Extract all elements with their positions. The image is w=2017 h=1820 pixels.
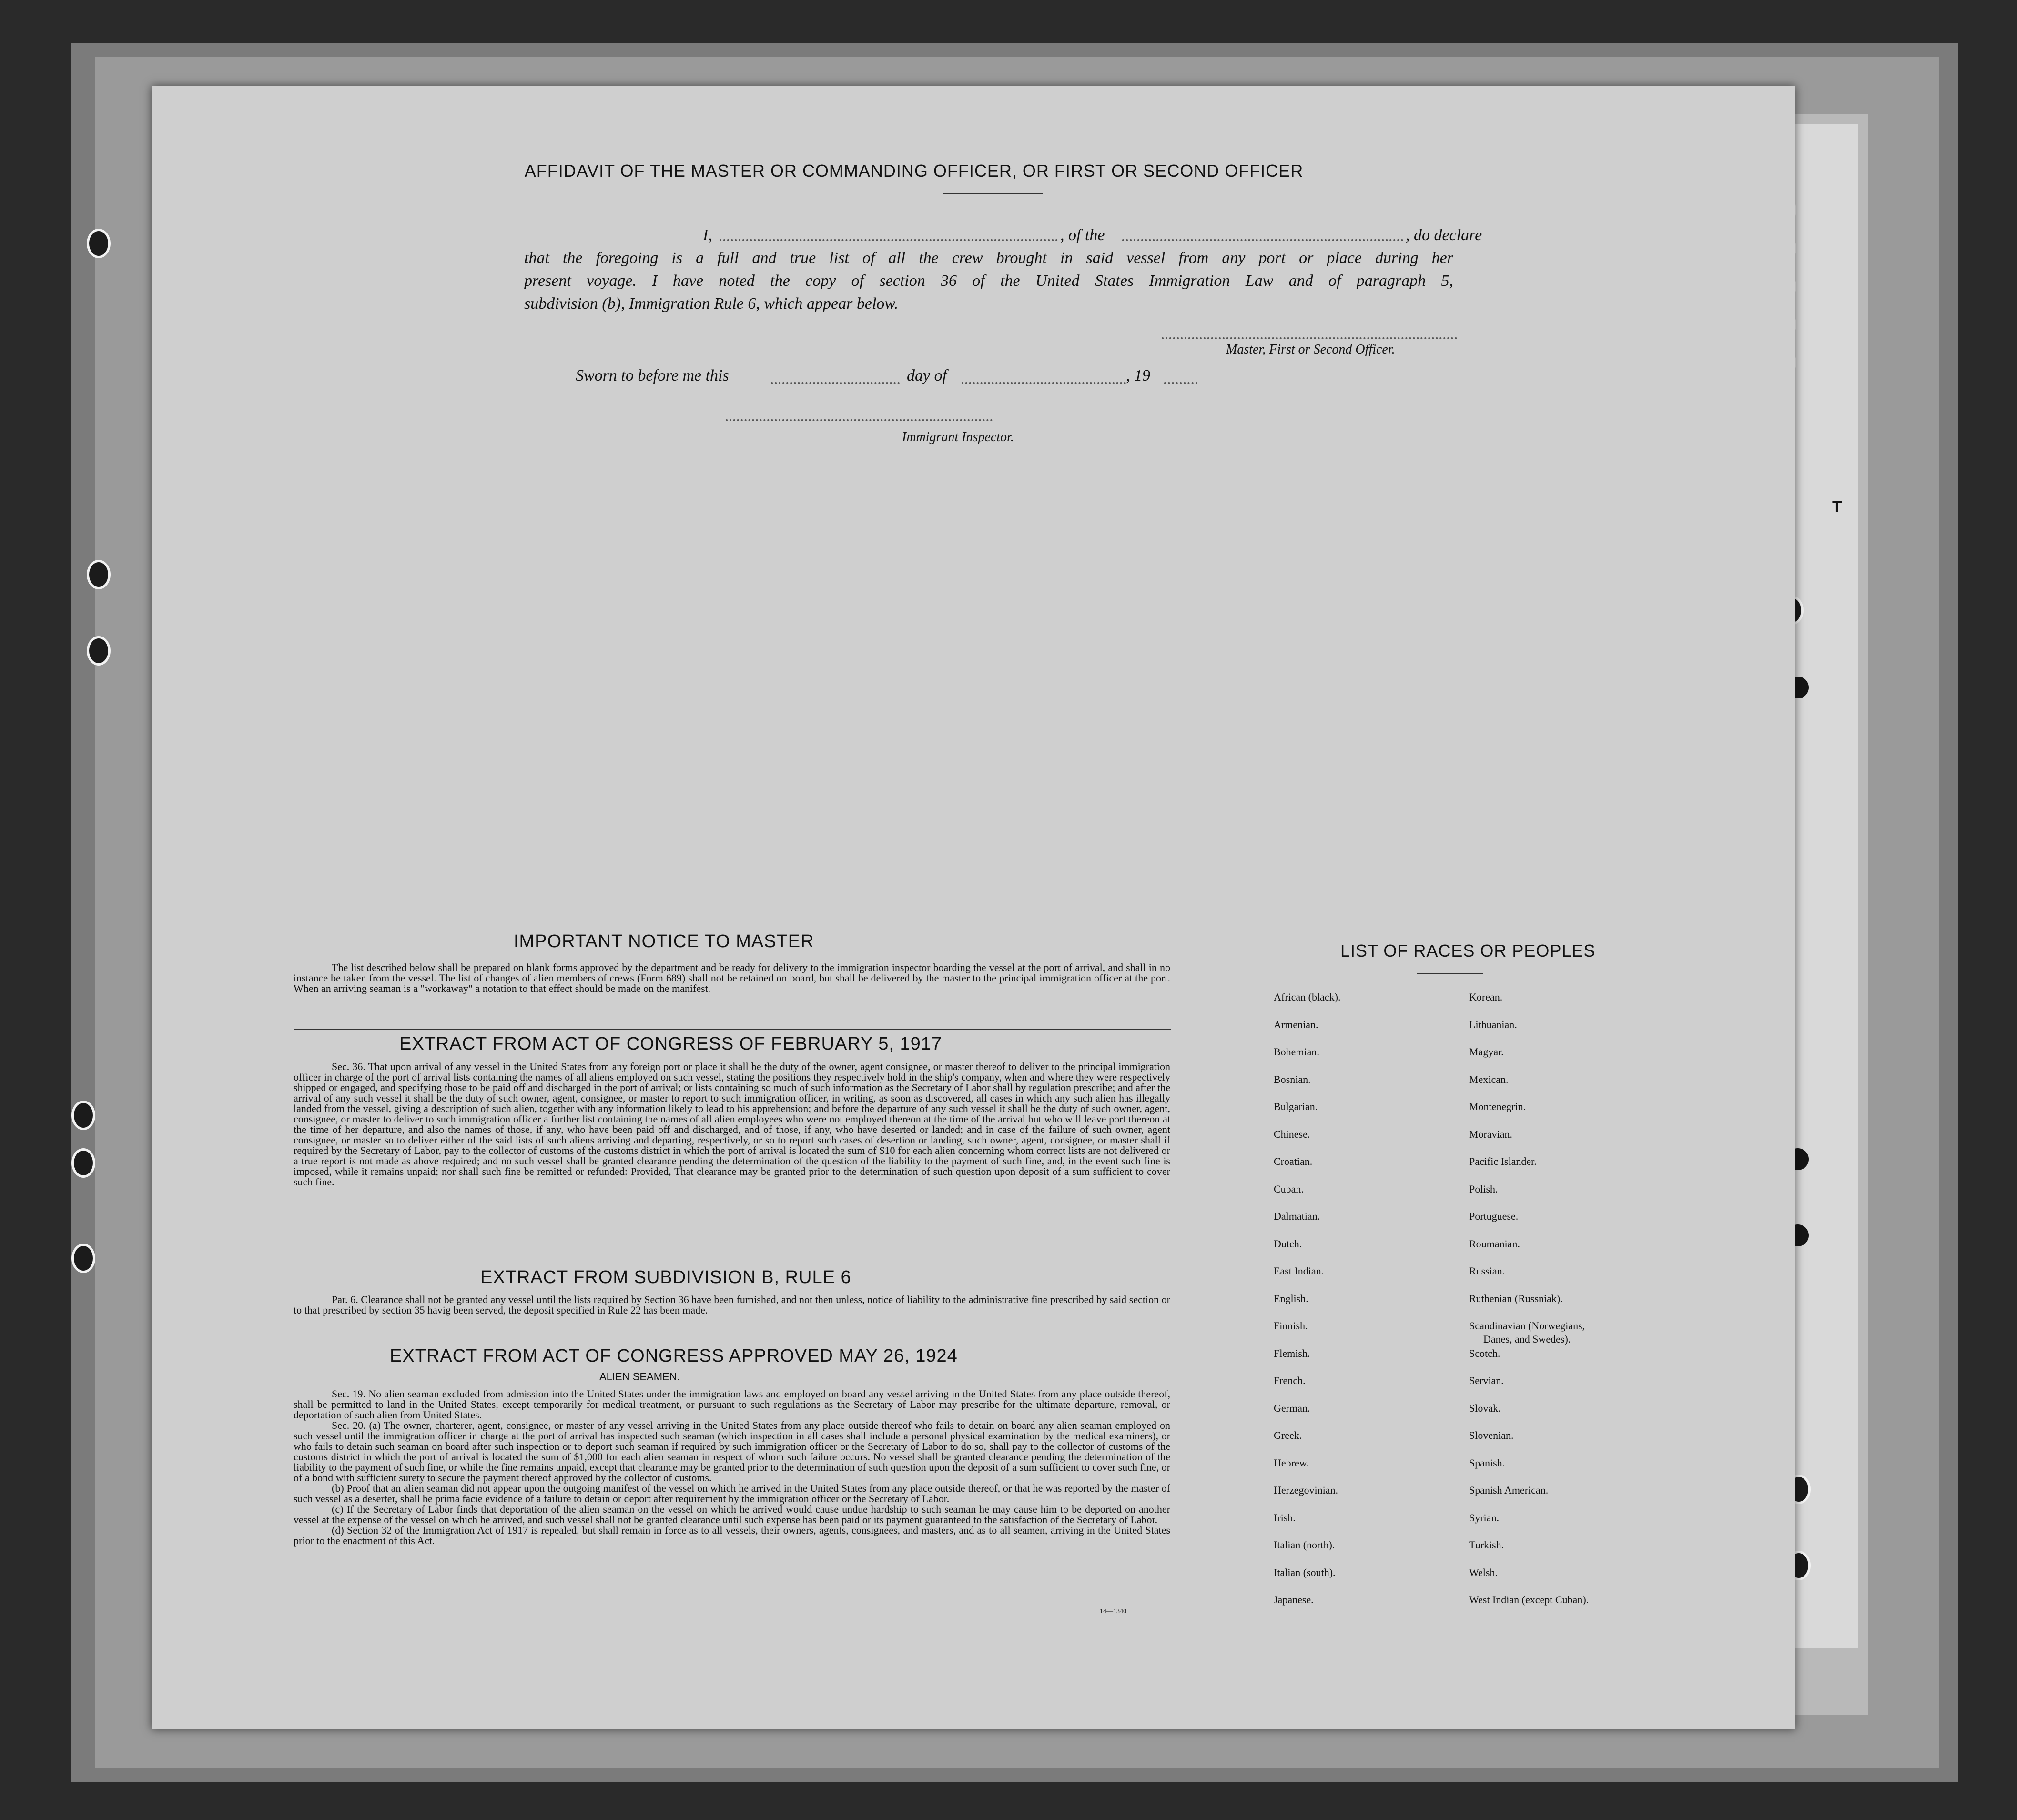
race-item: Japanese. bbox=[1274, 1594, 1314, 1606]
inspector-label: Immigrant Inspector. bbox=[902, 430, 1014, 445]
race-item: Bohemian. bbox=[1274, 1046, 1319, 1058]
affidavit-title: AFFIDAVIT OF THE MASTER OR COMMANDING OFFICER, OR FIRST OR SECOND OFFICER bbox=[524, 161, 1304, 181]
race-item: African (black). bbox=[1274, 991, 1341, 1003]
sworn-year-blank[interactable] bbox=[1164, 382, 1197, 384]
race-item: Mexican. bbox=[1469, 1073, 1509, 1085]
race-item: Bosnian. bbox=[1274, 1073, 1311, 1085]
name-blank[interactable] bbox=[720, 239, 1058, 241]
extract-1917-title: EXTRACT FROM ACT OF CONGRESS OF FEBRUARY 5, 1917 bbox=[399, 1034, 942, 1054]
race-item: Lithuanian. bbox=[1469, 1019, 1517, 1031]
affidavit-do-declare: , do declare bbox=[1406, 226, 1482, 244]
year-label: , 19 bbox=[1126, 367, 1150, 384]
extract-1924-subtitle: ALIEN SEAMEN. bbox=[599, 1371, 680, 1383]
sec-19-text: Sec. 19. No alien seaman excluded from admission into the United States under the immigration laws and employed on board any vessel arriving in the United States from any place outside thereof, shall be permitted to land in the United States, except temporarily for medical treatment, or pursuant to such regulations as the Secretary of Labor may prescribe for the ultimate departure, removal, or deportation of such alien from United States. bbox=[294, 1388, 1170, 1421]
race-item: Italian (north). bbox=[1274, 1539, 1335, 1551]
race-item: Pacific Islander. bbox=[1469, 1155, 1537, 1167]
race-item: Magyar. bbox=[1469, 1046, 1504, 1058]
binder-hole bbox=[87, 636, 111, 666]
affidavit-line-2: that the foregoing is a full and true list of all the crew brought in said vessel from any port or place during her bbox=[524, 249, 1453, 267]
race-item: Slovenian. bbox=[1469, 1429, 1514, 1441]
notice-title: IMPORTANT NOTICE TO MASTER bbox=[514, 931, 814, 951]
race-item: Syrian. bbox=[1469, 1512, 1499, 1524]
race-item: Croatian. bbox=[1274, 1155, 1313, 1167]
race-item: Turkish. bbox=[1469, 1539, 1504, 1551]
affidavit-declaration bbox=[524, 224, 1482, 315]
race-item: Finnish. bbox=[1274, 1320, 1308, 1332]
race-item: Bulgarian. bbox=[1274, 1101, 1318, 1112]
underlying-side-letter: T bbox=[1832, 498, 1842, 516]
binder-hole bbox=[71, 1148, 95, 1178]
race-item: Portuguese. bbox=[1469, 1210, 1519, 1222]
race-item: Ruthenian (Russniak). bbox=[1469, 1293, 1563, 1304]
extract-1924-body bbox=[294, 1389, 1170, 1546]
affidavit-line-4: subdivision (b), Immigration Rule 6, which appear below. bbox=[524, 295, 899, 313]
races-right-column bbox=[1469, 991, 1707, 1610]
inspector-signature-blank[interactable] bbox=[726, 419, 993, 421]
race-item: English. bbox=[1274, 1293, 1308, 1304]
race-item: Herzegovinian. bbox=[1274, 1484, 1338, 1496]
affidavit-line-1 bbox=[524, 224, 1482, 247]
notice-text: The list described below shall be prepared on blank forms approved by the department and be ready for delivery to the immigration inspector boarding the vessel at the port of arrival, and shall in no instance be taken from the vessel. The list of changes of alien members of crews (Form 689) shall not be retained on board, but shall be delivered by the master to the principal immigration officer at the port. When an arriving seaman is a "workaway" a notation to that effect should be made on the manifest. bbox=[294, 961, 1170, 994]
extract-1924-title: EXTRACT FROM ACT OF CONGRESS APPROVED MAY 26, 1924 bbox=[390, 1346, 958, 1366]
race-item: Greek. bbox=[1274, 1429, 1302, 1441]
extract-rule6-title: EXTRACT FROM SUBDIVISION B, RULE 6 bbox=[480, 1267, 851, 1287]
affidavit-of-the: , of the bbox=[1060, 226, 1105, 244]
binder-hole bbox=[87, 560, 111, 589]
race-item: Chinese. bbox=[1274, 1128, 1310, 1140]
race-item: Servian. bbox=[1469, 1375, 1504, 1386]
race-item-continuation: Danes, and Swedes). bbox=[1483, 1333, 1571, 1345]
extract-1917-text: Sec. 36. That upon arrival of any vessel in the United States from any foreign port or place it shall be the duty of the owner, agent consignee, or master thereof to deliver to the principal immigration officer in charge of the port of arrival lists containing the names of all aliens employed on such vessel, stating the positions they respectively hold in the ship's company, when and where they were respectively shipped or engaged, and specifying those to be paid off and discharged in the port of arrival; or lists containing so much of such information as the Secretary of Labor shall by regulation prescribe; and after the arrival of any such vessel it shall be the duty of such owner, agent, consignee, or master to report to such immigration officer, in writing, as soon as discovered, all cases in which any such alien has illegally landed from the vessel, giving a description of such alien, together with any information likely to lead to his apprehension; and before the departure of any such vessel it shall be the duty of such owner, agent, consignee, or master to deliver to such immigration officer a further list containing the names of all alien employees who were not employed thereon at the time of the arrival but who will leave port thereon at the time of her departure, and also the names of those, if any, who have been paid off and discharged, and of those, if any, who have deserted or landed; and in case of the failure of such owner, agent consignee, or master so to deliver either of the said lists of such aliens arriving and departing, respectively, or so to report such cases of desertion or landing, such owner, agent, consignee, or master shall if required by the Secretary of Labor, pay to the collector of customs of the customs district in which the port of arrival is located the sum of $10 for each alien concerning whom correct lists are not delivered or a true report is not made as above required; and no such vessel shall be granted clearance pending the determination of the question of the liability to the payment of such fine, and, in the event such fine is imposed, while it remains unpaid; nor shall such fine be remitted or refunded: Provided, That clearance may be granted prior to the determination of such question upon deposit of a sum sufficient to cover such fine. bbox=[294, 1061, 1170, 1188]
document-page bbox=[152, 86, 1795, 1729]
race-item: German. bbox=[1274, 1402, 1310, 1414]
race-item: Slovak. bbox=[1469, 1402, 1501, 1414]
race-item: Flemish. bbox=[1274, 1347, 1310, 1359]
sec-20c-text: (c) If the Secretary of Labor finds that deportation of the alien seaman on the vessel on which he arrived would cause undue hardship to such seaman he may cause him to be deported on another vessel at the expense of the vessel on which he arrived, and such vessel shall not be granted clearance until such expense has been paid or its payment guaranteed to the satisfaction of the Secretary of Labor. bbox=[294, 1503, 1170, 1526]
sec-20a-text: Sec. 20. (a) The owner, charterer, agent, consignee, or master of any vessel arriving in the United States from any place outside thereof who fails to detain on board any alien seaman employed on such vessel until the immigration officer in charge at the port of arrival has inspected such seaman (which inspection in all cases shall include a personal physical examination by the medical examiners), or who fails to detain such seaman on board after such inspection or to deport such seaman if required by such immigration officer or the Secretary of Labor to do so, shall pay to the collector of customs of the customs district in which the port of arrival is located the sum of $1,000 for each alien seaman in respect of whom such failure occurs. No vessel shall be granted clearance pending the determination of the liability to the payment of such fine, or while the fine remains unpaid, except that clearance may be granted prior to the determination of such question upon the deposit of a sum sufficient to cover such fine, or of a bond with sufficient surety to secure the payment thereof approved by the collector of customs. bbox=[294, 1419, 1170, 1484]
races-title: LIST OF RACES OR PEOPLES bbox=[1340, 941, 1596, 961]
day-of-label: day of bbox=[907, 367, 947, 384]
race-item: Dutch. bbox=[1274, 1238, 1302, 1250]
race-item: Montenegrin. bbox=[1469, 1101, 1526, 1112]
race-item: Moravian. bbox=[1469, 1128, 1513, 1140]
race-item: Roumanian. bbox=[1469, 1238, 1520, 1250]
sworn-label: Sworn to before me this bbox=[576, 367, 729, 384]
race-item: Hebrew. bbox=[1274, 1457, 1309, 1469]
race-item: Polish. bbox=[1469, 1183, 1498, 1195]
races-left-column bbox=[1274, 991, 1464, 1610]
binder-hole bbox=[71, 1244, 95, 1273]
signature-blank[interactable] bbox=[1162, 337, 1457, 339]
affidavit-i: I, bbox=[703, 226, 712, 244]
binder-hole bbox=[71, 1101, 95, 1130]
race-item: Spanish American. bbox=[1469, 1484, 1549, 1496]
binder-hole bbox=[87, 229, 111, 258]
signature-label: Master, First or Second Officer. bbox=[1226, 342, 1395, 357]
race-item: West Indian (except Cuban). bbox=[1469, 1594, 1589, 1606]
race-item: Dalmatian. bbox=[1274, 1210, 1320, 1222]
underlying-edge-sheet bbox=[1792, 124, 1858, 1648]
race-item: Welsh. bbox=[1469, 1567, 1498, 1578]
form-number: 14—1340 bbox=[1100, 1608, 1126, 1615]
race-item: Armenian. bbox=[1274, 1019, 1318, 1031]
affidavit-line-3: present voyage. I have noted the copy of section 36 of the United States Immigration Law and of paragraph 5, bbox=[524, 272, 1453, 290]
section-rule bbox=[294, 1029, 1171, 1030]
race-item: Irish. bbox=[1274, 1512, 1296, 1524]
race-item: East Indian. bbox=[1274, 1265, 1324, 1277]
races-title-rule bbox=[1417, 973, 1483, 974]
race-item: Russian. bbox=[1469, 1265, 1505, 1277]
race-item: Italian (south). bbox=[1274, 1567, 1336, 1578]
race-item: Cuban. bbox=[1274, 1183, 1304, 1195]
extract-rule6-text: Par. 6. Clearance shall not be granted any vessel until the lists required by Section 36 have been furnished, and not then unless, notice of liability to the administrative fine prescribed by said section or to that prescribed by section 35 havig been served, the deposit specified in Rule 22 has been made. bbox=[294, 1294, 1170, 1316]
race-item: French. bbox=[1274, 1375, 1306, 1386]
race-item: Scotch. bbox=[1469, 1347, 1500, 1359]
sec-20b-text: (b) Proof that an alien seaman did not appear upon the outgoing manifest of the vessel on which he arrived in the United States from any place outside thereof, or that he was reported by the master of such vessel as a deserter, shall be prima facie evidence of a failure to detain or deport after requirement by the immigration officer or the Secretary of Labor. bbox=[294, 1482, 1170, 1505]
title-rule bbox=[943, 193, 1043, 194]
sec-20d-text: (d) Section 32 of the Immigration Act of 1917 is repealed, but shall remain in force as to all vessels, their owners, agents, consignees, and masters, and as to all seamen, arriving in the United States prior to the enactment of this Act. bbox=[294, 1524, 1170, 1547]
race-item: Spanish. bbox=[1469, 1457, 1505, 1469]
sworn-month-blank[interactable] bbox=[962, 382, 1126, 384]
sworn-day-blank[interactable] bbox=[771, 382, 900, 384]
race-item: Scandinavian (Norwegians, bbox=[1469, 1320, 1585, 1332]
vessel-blank[interactable] bbox=[1122, 239, 1403, 241]
race-item: Korean. bbox=[1469, 991, 1503, 1003]
